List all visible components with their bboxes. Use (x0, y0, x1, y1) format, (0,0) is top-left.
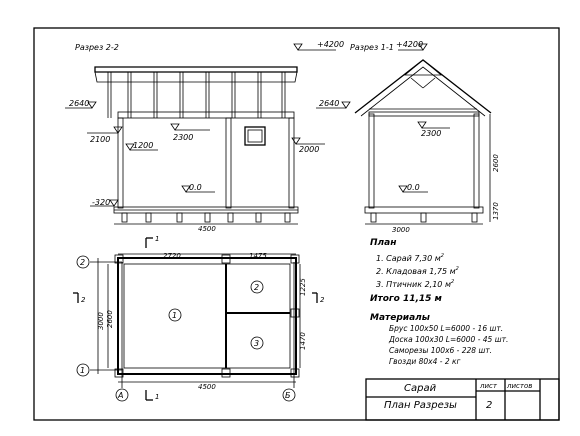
s1-level-2300: 2300 (421, 129, 442, 138)
cut-1-top: 1 (155, 235, 160, 243)
s1-height-1370: 1370 (492, 202, 500, 220)
level-0: 0.0 (189, 183, 202, 192)
section-1-1-title: Разрез 1-1 (350, 43, 394, 52)
s1-level-2640: 2640 (319, 99, 340, 108)
plan (73, 235, 325, 401)
plan-dim-1225: 1225 (299, 278, 307, 296)
plan-dim-2600: 2600 (106, 310, 114, 328)
title-block-col-sheets: листов (507, 382, 533, 390)
section-1-1 (316, 40, 500, 234)
cut-2-right: 2 (320, 296, 325, 304)
legend-item-2: 2. Кладовая 1,75 $м^2$ (376, 266, 459, 276)
legend-title: План (370, 238, 397, 248)
roof-slab (95, 67, 297, 72)
title-block-sheet-number: 2 (486, 400, 493, 411)
roof-rafters (108, 72, 285, 118)
axis-a: A (118, 391, 124, 400)
cut-1-bottom: 1 (155, 393, 160, 401)
plan-posts (115, 255, 299, 377)
room-2-number: 2 (254, 283, 260, 292)
gable-brace-right (423, 78, 435, 88)
title-block-sheet-name: План Разрезы (384, 400, 457, 411)
wall-right (289, 118, 294, 208)
s1-level-4200: +4200 (396, 40, 424, 49)
materials-list (370, 313, 508, 366)
s1-level-0: 0.0 (407, 183, 420, 192)
axis-1-bottom: 1 (80, 366, 86, 375)
wall-middle (226, 118, 231, 208)
axis-b: Б (285, 391, 291, 400)
title-block-col-sheet: лист (480, 382, 497, 390)
level-marks (65, 44, 336, 206)
material-item-4: Гвозди 80x4 - 2 кг (389, 357, 461, 366)
level-2640: 2640 (69, 99, 90, 108)
axis-2-top: 2 (80, 258, 86, 267)
s1-wall-right (474, 114, 479, 208)
window-glass (248, 130, 262, 142)
plan-dim-1470: 1470 (299, 332, 307, 350)
legend-item-1: 1. Сарай 7,30 $м^2$ (376, 253, 444, 263)
plan-outer-wall (118, 258, 296, 374)
level-2000: 2000 (299, 145, 320, 154)
plan-dim-1475: 1475 (249, 252, 267, 260)
s1-top-plate (369, 112, 479, 116)
material-item-1: Брус 100x50 L=6000 - 16 шт. (389, 324, 504, 333)
level-2100: 2100 (90, 135, 111, 144)
cut-2-left: 2 (81, 296, 86, 304)
section-2-2 (65, 40, 344, 233)
s1-piles (371, 213, 477, 222)
material-item-3: Саморезы 100x6 - 228 шт. (389, 346, 493, 355)
room-3-number: 3 (254, 339, 260, 348)
material-item-2: Доска 100x30 L=6000 - 45 шт. (389, 335, 509, 344)
title-block-name: Сарай (404, 383, 437, 394)
s1-height-2600: 2600 (492, 154, 500, 172)
section-2-2-title: Разрез 2-2 (75, 43, 119, 52)
gable-brace-left (411, 78, 423, 88)
s1-level-marks (316, 44, 490, 222)
plan-legend (370, 238, 459, 304)
level-4200: +4200 (317, 40, 345, 49)
materials-title: Материалы (370, 313, 430, 323)
room-1-number: 1 (172, 311, 178, 320)
legend-total: Итого 11,15 м (370, 294, 442, 304)
roof-eave (95, 72, 297, 82)
s1-width: 3000 (392, 226, 410, 234)
s1-wall-left (369, 114, 374, 208)
level-2300: 2300 (173, 133, 194, 142)
legend-item-3: 3. Птичник 2,10 $м^2$ (376, 279, 455, 289)
plan-dim-4500: 4500 (198, 383, 216, 391)
section-2-2-width: 4500 (198, 225, 216, 233)
title-block (366, 379, 559, 420)
floor-piles (122, 213, 290, 222)
plan-inner-wall (124, 264, 290, 368)
s1-floor (365, 207, 483, 213)
level-1200: 1200 (133, 141, 154, 150)
level-minus-320: -320 (92, 198, 111, 207)
plan-dim-3000: 3000 (97, 312, 105, 330)
plan-dim-2720: 2720 (163, 252, 181, 260)
